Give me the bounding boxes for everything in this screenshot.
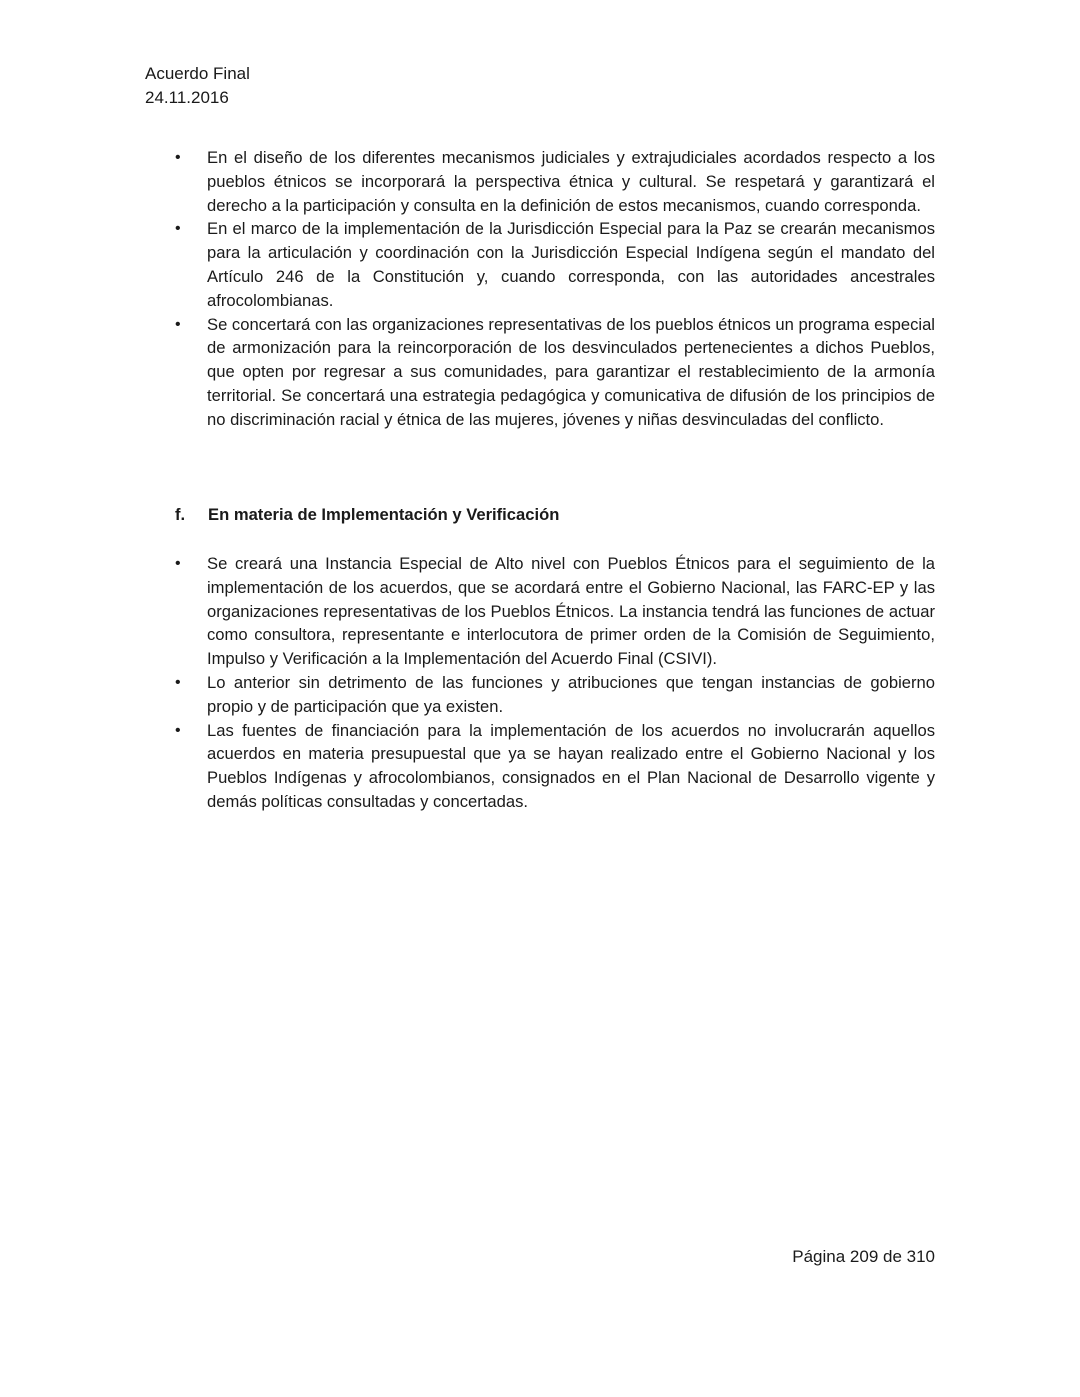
list-item — [172, 313, 935, 432]
list-item-text: Se concertará con las organizaciones representativas de los pueblos étnicos un programa especial de armonización para la reincorporación de los desvinculados pertenecientes a dichos Pueblos, que opten por regresar a sus comunidades, para garantizar el restablecimiento de la armonía territorial. Se concertará una estrategia pedagógica y comunicativa de difusión de los principios de no discriminación racial y étnica de las mujeres, jóvenes y niñas desvinculadas del conflicto. — [207, 314, 935, 429]
section-title: En materia de Implementación y Verificación — [208, 505, 560, 524]
ethnic-mechanisms-list — [172, 146, 935, 432]
list-item-text: En el diseño de los diferentes mecanismos judiciales y extrajudiciales acordados respecto a los pueblos étnicos se incorporará la perspectiva étnica y cultural. Se respetará y garantizará el derecho a la participación y consulta en la definición de estos mecanismos, cuando corresponda. — [207, 148, 935, 215]
list-item — [172, 146, 935, 217]
document-header — [145, 62, 250, 110]
ethnic-mechanisms-list-container — [172, 146, 935, 432]
document-date: 24.11.2016 — [145, 88, 229, 107]
implementation-list — [172, 552, 935, 814]
bullet-icon: • — [175, 673, 181, 691]
list-item-text: En el marco de la implementación de la Jurisdicción Especial para la Paz se crearán mecanismos para la articulación y coordinación con la Jurisdicción Especial Indígena según el mandato del Artículo 246 de la Constitución y, cuando corresponda, con las autoridades ancestrales afrocolombianas. — [207, 219, 935, 310]
implementation-list-container — [172, 552, 935, 814]
list-item — [172, 719, 935, 814]
bullet-icon: • — [175, 721, 181, 739]
list-item — [172, 552, 935, 671]
list-item-text: Las fuentes de financiación para la implementación de los acuerdos no involucrarán aquellos acuerdos en materia presupuestal que ya se hayan realizado entre el Gobierno Nacional y los Pueblos Indígenas y afrocolombianos, consignados en el Plan Nacional de Desarrollo vigente y demás políticas consultadas y concertadas. — [207, 720, 935, 811]
list-item-text: Lo anterior sin detrimento de las funciones y atribuciones que tengan instancias de gobierno propio y de participación que ya existen. — [207, 672, 935, 716]
section-letter: f. — [175, 505, 186, 524]
document-title: Acuerdo Final — [145, 64, 250, 83]
list-item — [172, 217, 935, 312]
list-item-text: Se creará una Instancia Especial de Alto nivel con Pueblos Étnicos para el seguimiento de la implementación de los acuerdos, que se acordará entre el Gobierno Nacional, las FARC-EP y las organizaciones representativas de los Pueblos Étnicos. La instancia tendrá las funciones de actuar como consultora, representante e interlocutora de primer orden de la Comisión de Seguimiento, Impulso y Verificación a la Implementación del Acuerdo Final (CSIVI). — [207, 554, 935, 669]
bullet-icon: • — [175, 149, 181, 166]
bullet-icon: • — [175, 555, 181, 572]
section-heading — [175, 503, 559, 527]
page-number: Página 209 de 310 — [792, 1247, 935, 1266]
bullet-icon: • — [175, 315, 181, 333]
list-item — [172, 671, 935, 719]
bullet-icon: • — [175, 220, 181, 238]
